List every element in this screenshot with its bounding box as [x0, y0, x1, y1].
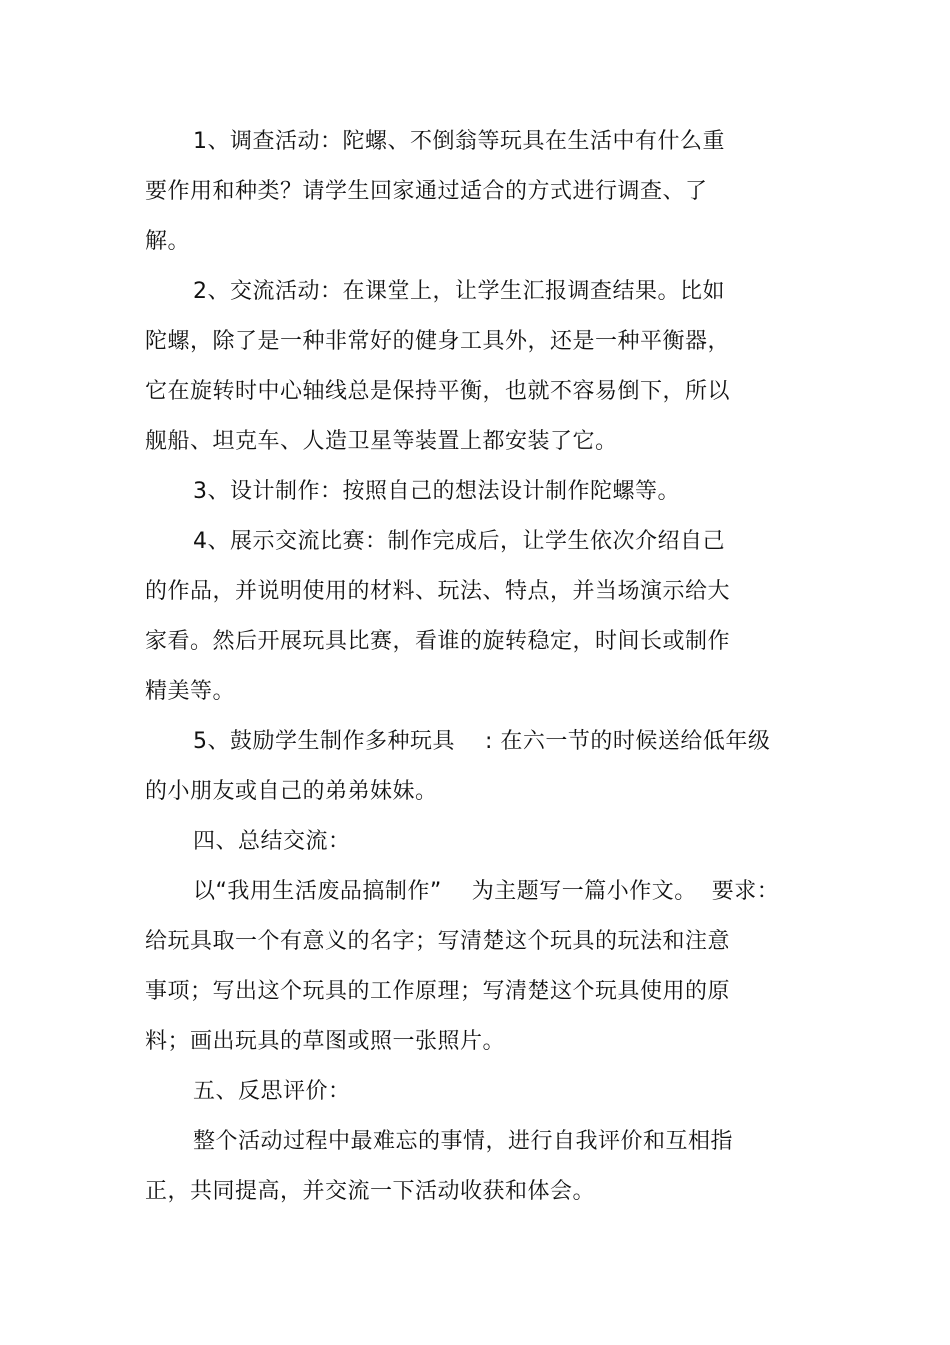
paragraph-4-line-3: 家看。然后开展玩具比赛，看谁的旋转稳定，时间长或制作 [145, 629, 731, 654]
paragraph-2-line-3: 它在旋转时中心轴线总是保持平衡，也就不容易倒下，所以 [145, 379, 731, 404]
paragraph-1-line-3: 解。 [145, 229, 191, 254]
paragraph-2-line-1: 2、交流活动：在课堂上，让学生汇报调查结果。比如 [193, 279, 725, 304]
paragraph-6-line-3: 事项；写出这个玩具的工作原理；写清楚这个玩具使用的原 [145, 979, 731, 1004]
paragraph-1-line-1: 1、调查活动：陀螺、不倒翁等玩具在生活中有什么重 [193, 129, 725, 154]
paragraph-2-line-2: 陀螺，除了是一种非常好的健身工具外，还是一种平衡器， [145, 329, 731, 354]
paragraph-2-line-4: 舰船、坦克车、人造卫星等装置上都安装了它。 [145, 429, 618, 454]
paragraph-4-line-4: 精美等。 [145, 679, 236, 704]
paragraph-3-line-1: 3、设计制作：按照自己的想法设计制作陀螺等。 [193, 479, 680, 504]
paragraph-5-line-2: 的小朋友或自己的弟弟妹妹。 [145, 779, 438, 804]
paragraph-6-line-2: 给玩具取一个有意义的名字；写清楚这个玩具的玩法和注意 [145, 929, 731, 954]
paragraph-7-line-2: 正，共同提高，并交流一下活动收获和体会。 [145, 1179, 596, 1204]
paragraph-4-line-2: 的作品，并说明使用的材料、玩法、特点，并当场演示给大 [145, 579, 731, 604]
paragraph-7-line-1: 整个活动过程中最难忘的事情，进行自我评价和互相指 [193, 1129, 734, 1154]
paragraph-5-line-1: 5、鼓励学生制作多种玩具 : 在六一节的时候送给低年级 [193, 729, 771, 754]
paragraph-1-line-2: 要作用和种类？请学生回家通过适合的方式进行调查、了 [145, 179, 708, 204]
paragraph-4-line-1: 4、展示交流比赛：制作完成后，让学生依次介绍自己 [193, 529, 725, 554]
section-heading-reflection: 五、反思评价： [193, 1079, 351, 1104]
paragraph-6-line-4: 料；画出玩具的草图或照一张照片。 [145, 1029, 506, 1054]
section-heading-summary: 四、总结交流： [193, 829, 351, 854]
paragraph-6-line-1: 以“我用生活废品搞制作” 为主题写一篇小作文。 要求： [193, 879, 780, 904]
